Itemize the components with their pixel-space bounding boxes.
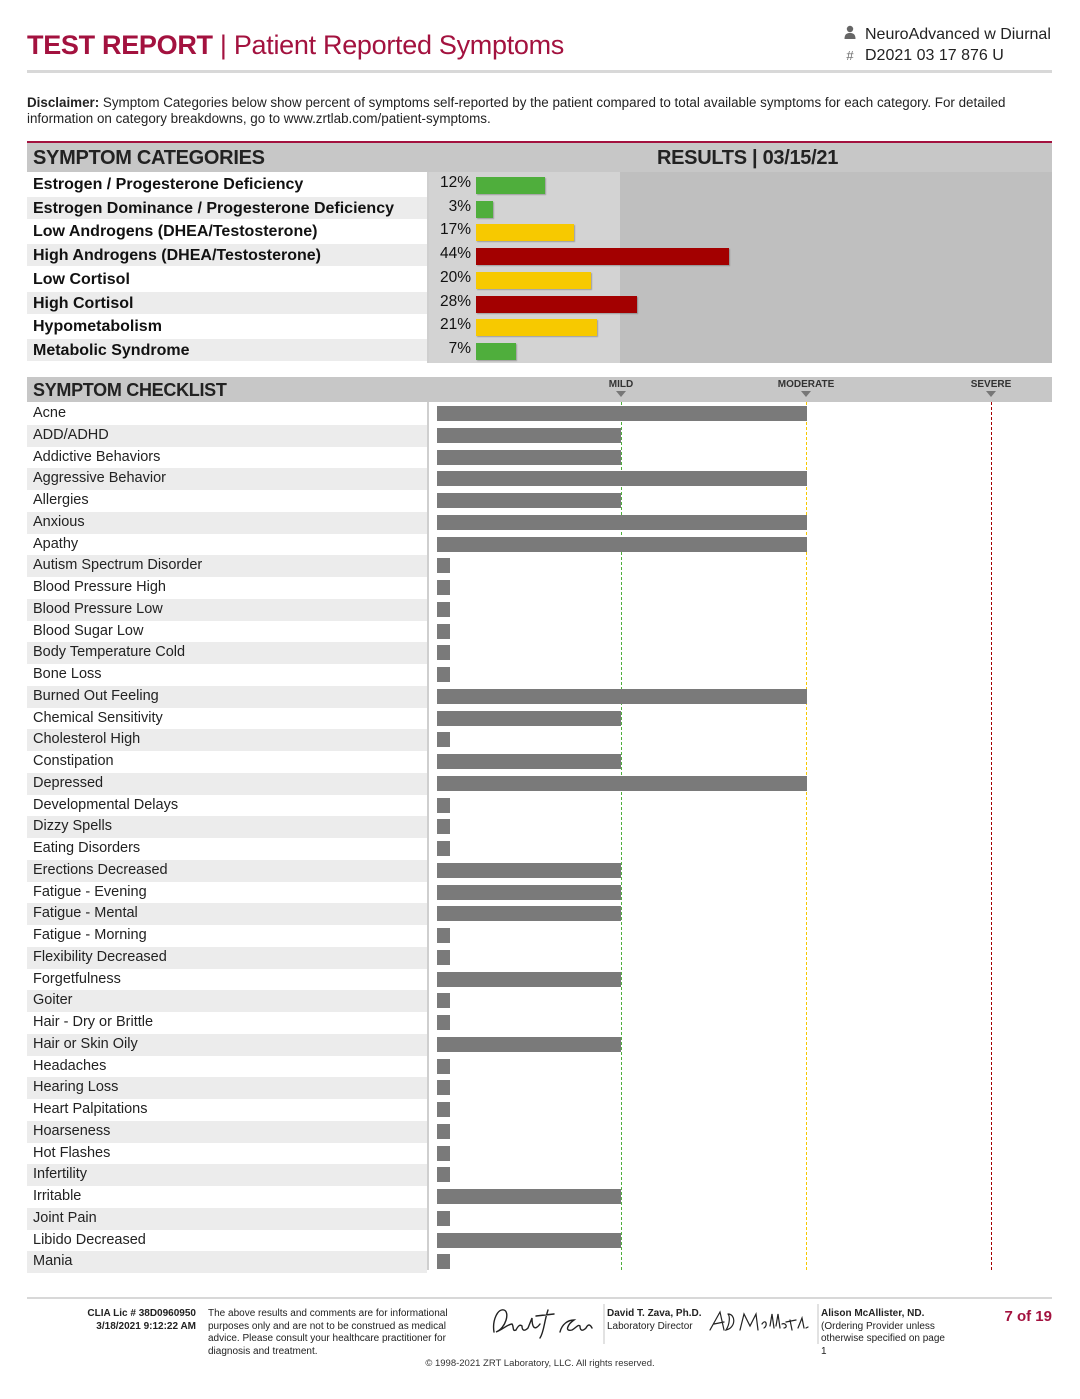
report-title-bold: TEST REPORT [27,30,213,60]
symptom-severity-bar [437,993,450,1008]
hash-icon: # [846,48,854,63]
symptom-row [27,1164,427,1186]
symptom-severity-bar [437,1189,621,1204]
director-signature [488,1302,600,1347]
provider-signature [706,1306,810,1341]
clia-number: CLIA Lic # 38D0960950 [87,1308,196,1319]
symptom-row [27,577,427,599]
symptom-severity-bar [437,819,450,834]
symptom-name: Hair or Skin Oily [33,1035,138,1052]
symptom-row [27,1034,427,1056]
patient-info [843,24,1051,66]
category-percent: 28% [439,292,471,310]
footer-lab-info [60,1308,196,1333]
symptom-row [27,1143,427,1165]
category-name: Estrogen Dominance / Progesterone Deficiency [33,199,394,217]
symptom-name: Chemical Sensitivity [33,709,163,726]
symptom-row [27,447,427,469]
category-row [27,197,427,219]
symptom-name: Aggressive Behavior [33,470,166,487]
scale-label-moderate: MODERATE [777,379,835,390]
category-name: High Cortisol [33,294,134,312]
symptom-name: Bone Loss [33,666,102,682]
category-bar [476,248,729,265]
moderate-marker-icon [801,391,811,397]
symptom-row [27,490,427,512]
symptom-severity-bar [437,1080,450,1095]
symptom-name: Developmental Delays [33,796,179,813]
symptom-severity-bar [437,1146,450,1161]
symptom-severity-bar [437,906,621,921]
symptom-row [27,534,427,556]
symptom-row [27,838,427,860]
symptom-name: Acne [33,405,67,421]
symptom-row [27,664,427,686]
symptom-name: Infertility [33,1166,87,1183]
symptom-severity-bar [437,471,807,486]
symptom-severity-bar [437,667,450,682]
categories-header-title: SYMPTOM CATEGORIES [33,147,265,169]
patient-name: NeuroAdvanced w Diurnal [865,26,1051,43]
symptom-row [27,773,427,795]
provider-name: Alison McAllister, ND. [821,1308,925,1319]
symptom-row [27,729,427,751]
mild-guide-line [621,402,622,1270]
symptom-name: Goiter [33,992,73,1009]
symptom-name: Libido Decreased [33,1231,146,1248]
symptom-severity-bar [437,798,450,813]
disclaimer [27,95,1037,127]
symptom-severity-bar [437,841,450,856]
symptom-severity-bar [437,1059,450,1074]
symptom-severity-bar [437,428,621,443]
symptom-name: Body Temperature Cold [33,644,186,661]
categories-header [27,143,1052,172]
symptom-name: Hot Flashes [33,1144,111,1161]
symptom-name: Erections Decreased [33,861,168,878]
category-name: Low Androgens (DHEA/Testosterone) [33,223,318,241]
disclaimer-label: Disclaimer: [27,95,100,110]
symptom-row [27,599,427,621]
checklist-column-divider [427,402,429,1270]
symptom-severity-bar [437,1124,450,1139]
category-percent: 12% [439,174,471,191]
symptom-row [27,990,427,1012]
category-name: High Androgens (DHEA/Testosterone) [33,247,322,265]
symptom-row [27,925,427,947]
symptom-name: Cholesterol High [33,731,141,748]
report-datetime: 3/18/2021 9:12:22 AM [96,1320,196,1332]
checklist-header-title: SYMPTOM CHECKLIST [33,380,227,400]
category-percent: 20% [439,268,471,286]
symptom-row [27,969,427,991]
symptom-severity-bar [437,645,450,660]
category-name: Hypometabolism [33,318,162,336]
symptom-name: Blood Pressure Low [33,600,163,617]
symptom-severity-bar [437,1037,621,1052]
symptom-name: Hearing Loss [33,1079,119,1096]
symptom-row [27,1121,427,1143]
checklist-header [27,377,1052,402]
symptom-row [27,403,427,425]
category-row [27,173,427,195]
symptom-row [27,903,427,925]
person-icon [843,24,857,45]
symptom-row [27,751,427,773]
symptom-name: Blood Pressure High [33,579,166,595]
symptom-severity-bar [437,1254,450,1269]
category-name: Estrogen / Progesterone Deficiency [33,176,304,193]
report-title [27,30,564,61]
symptom-severity-bar [437,1015,450,1030]
footer-notice: The above results and comments are for informational purposes only and are not to be construed as medical advice. Please consult your healthcare practitioner for diagnosis and treatment. [208,1308,448,1357]
symptom-severity-bar [437,450,621,465]
symptom-name: Heart Palpitations [33,1101,148,1117]
symptom-severity-bar [437,1102,450,1117]
category-percent: 3% [448,197,471,215]
symptom-row [27,816,427,838]
symptom-severity-bar [437,972,621,987]
symptom-severity-bar [437,493,621,508]
symptom-severity-bar [437,928,450,943]
category-bar [476,343,516,360]
signature-divider [603,1304,605,1344]
patient-id: D2021 03 17 876 U [865,47,1004,64]
header-divider [27,70,1052,73]
symptom-name: Anxious [33,513,85,530]
symptom-row [27,1230,427,1252]
symptom-row [27,555,427,577]
category-name: Low Cortisol [33,270,130,288]
symptom-name: Autism Spectrum Disorder [33,557,203,574]
symptom-severity-bar [437,515,807,530]
symptom-name: Mania [33,1253,73,1270]
symptom-name: Joint Pain [33,1209,97,1226]
symptom-name: Allergies [33,492,89,508]
symptom-row [27,621,427,643]
category-bar [476,201,493,218]
symptom-severity-bar [437,537,807,552]
category-row [27,339,427,361]
symptom-row [27,1056,427,1078]
symptom-row [27,642,427,664]
symptom-row [27,882,427,904]
symptom-severity-bar [437,406,807,421]
copyright: © 1998-2021 ZRT Laboratory, LLC. All rights reserved. [425,1358,655,1369]
mild-marker-icon [616,391,626,397]
symptom-name: ADD/ADHD [33,426,109,443]
director-title: Laboratory Director [607,1320,693,1332]
scale-label-severe: SEVERE [970,379,1012,390]
director-name: David T. Zava, Ph.D. [607,1308,702,1319]
symptom-name: Fatigue - Mental [33,905,138,922]
symptom-name: Fatigue - Morning [33,927,147,943]
symptom-name: Blood Sugar Low [33,622,144,639]
signature-divider-2 [817,1304,819,1344]
moderate-guide-line [806,402,807,1270]
category-bar [476,224,574,241]
symptom-row [27,686,427,708]
symptom-name: Fatigue - Evening [33,883,147,900]
symptom-name: Hair - Dry or Brittle [33,1014,154,1030]
symptom-severity-bar [437,1233,621,1248]
symptom-name: Irritable [33,1188,82,1204]
category-percent: 17% [439,221,471,239]
category-percent: 7% [448,339,471,357]
symptom-row [27,1208,427,1230]
symptom-row [27,1186,427,1208]
page-number: 7 of 19 [1004,1308,1052,1325]
severe-marker-icon [986,391,996,397]
results-date: RESULTS | 03/15/21 [657,147,839,169]
disclaimer-text: Symptom Categories below show percent of symptoms self-reported by the patient compared to total available symptoms for each category. For detailed information on category breakdowns, go to www.zrtlab.com/patient-symptoms. [27,95,1006,126]
category-percent: 21% [439,316,471,334]
symptom-severity-bar [437,711,621,726]
symptom-row [27,425,427,447]
symptom-row [27,947,427,969]
category-percent: 44% [439,245,471,263]
symptom-severity-bar [437,754,621,769]
symptom-name: Eating Disorders [33,840,141,856]
symptom-row [27,1099,427,1121]
symptom-severity-bar [437,689,807,704]
symptom-row [27,1012,427,1034]
symptom-row [27,1077,427,1099]
provider-info [821,1308,951,1358]
symptom-severity-bar [437,776,807,791]
symptom-severity-bar [437,732,450,747]
category-name: Metabolic Syndrome [33,341,190,359]
report-title-rest: Patient Reported Symptoms [233,30,565,60]
category-bar [476,272,591,289]
symptom-name: Depressed [33,774,104,791]
symptom-name: Hoarseness [33,1122,111,1139]
provider-note: (Ordering Provider unless otherwise specified on page 1 [821,1320,945,1357]
category-row [27,244,427,266]
category-bar [476,177,545,194]
symptom-severity-bar [437,1211,450,1226]
footer-divider [27,1297,1052,1299]
category-row [27,292,427,314]
symptom-name: Apathy [33,535,79,552]
symptom-name: Dizzy Spells [33,818,112,835]
symptom-severity-bar [437,558,450,573]
report-title-separator: | [212,30,234,60]
symptom-severity-bar [437,863,621,878]
symptom-severity-bar [437,602,450,617]
symptom-name: Headaches [33,1057,107,1074]
symptom-severity-bar [437,1167,450,1182]
symptom-row [27,708,427,730]
symptom-name: Addictive Behaviors [33,448,161,465]
symptom-name: Burned Out Feeling [33,687,159,704]
severe-guide-line [991,402,992,1270]
symptom-severity-bar [437,624,450,639]
symptom-row [27,468,427,490]
category-row [27,268,427,290]
symptom-name: Flexibility Decreased [33,948,167,965]
symptom-severity-bar [437,580,450,595]
category-row [27,220,427,242]
symptom-row [27,795,427,817]
symptom-name: Forgetfulness [33,970,121,987]
category-bar [476,319,597,336]
symptom-row [27,860,427,882]
symptom-row [27,512,427,534]
symptom-name: Constipation [33,753,114,769]
category-bar [476,296,637,313]
scale-label-mild: MILD [608,379,634,390]
symptom-row [27,1251,427,1273]
symptom-severity-bar [437,885,621,900]
director-info [607,1308,707,1333]
category-row [27,315,427,337]
symptom-severity-bar [437,950,450,965]
